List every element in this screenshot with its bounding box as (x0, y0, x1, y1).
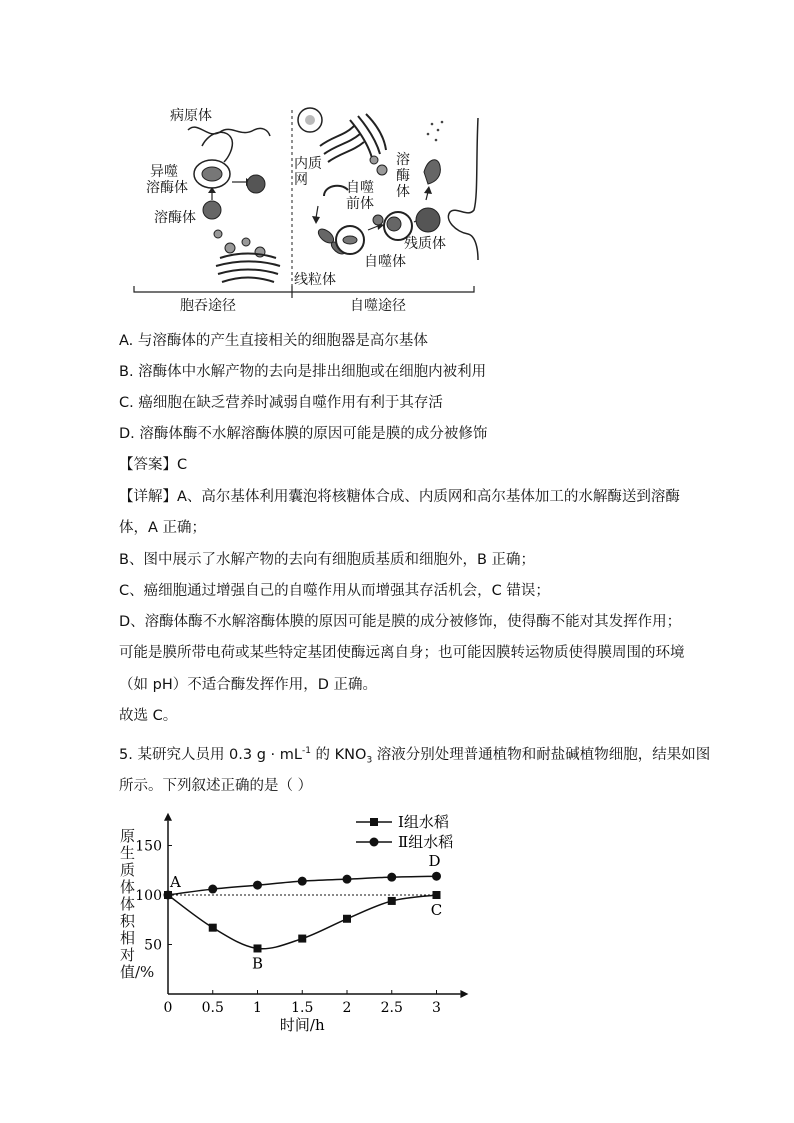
question5-line-1 (119, 741, 710, 771)
question5-line-2: 所示。下列叙述正确的是（ ） (119, 778, 313, 794)
y-tick-label: 150 (135, 838, 162, 855)
x-tick-label: 1.5 (291, 1000, 314, 1016)
lysosome-left-shape (203, 201, 221, 219)
explanation-line-4: C、癌细胞通过增强自己的自噬作用从而增强其存活机会，C 错误； (119, 583, 550, 599)
x-tick-label: 3 (432, 1000, 441, 1016)
point-label-B: B (251, 954, 264, 973)
label-lysosome-left: 溶酶体 (154, 210, 196, 226)
explanation-line-6: 可能是膜所带电荷或某些特定基团使酶远离自身；也可能因膜转运物质使得膜周围的环境 (119, 645, 685, 661)
legend-label-2: Ⅱ组水稻 (398, 833, 454, 851)
golgi-left (216, 254, 280, 283)
label-autophagy-pathway: 自噬途径 (350, 298, 406, 314)
x-tick-label: 2 (342, 1000, 352, 1016)
explanation-line-2: 体，A 正确； (119, 520, 207, 536)
label-er: 内质网 (294, 156, 322, 188)
cell-membrane-right (448, 118, 478, 260)
protoplast-volume-chart (112, 808, 472, 1034)
option-c: C. 癌细胞在缺乏营养时减弱自噬作用有利于其存活 (119, 395, 443, 411)
point-label-C: C (430, 901, 443, 919)
x-tick-label: 2.5 (380, 1000, 403, 1016)
option-d: D. 溶酶体酶不水解溶酶体膜的原因可能是膜的成分被修饰 (119, 426, 488, 442)
point-label-A: A (170, 873, 181, 891)
series-1-point (298, 935, 306, 943)
explanation-line-8: 故选 C。 (119, 708, 178, 724)
explanation-line-1: 【详解】A、高尔基体利用囊泡将核糖体合成、内质网和高尔基体加工的水解酶送到溶酶 (119, 489, 680, 505)
residual-body-left (247, 175, 265, 193)
chart-y-axis-label: 原生质体体积相对值/% (120, 827, 155, 981)
y-axis-arrow (164, 813, 172, 821)
y-tick-label: 50 (144, 937, 162, 954)
question5-text-a: 5. 某研究人员用 0.3 g · mL (119, 746, 302, 763)
phagophore-shape (324, 186, 348, 196)
series-2-point (164, 891, 173, 900)
lysosome-pathway-diagram (128, 100, 480, 322)
series-1-point (343, 915, 351, 923)
label-autophagic-precursor: 自噬前体 (346, 180, 374, 212)
series-2-point (208, 885, 217, 894)
legend-label-1: Ⅰ组水稻 (398, 813, 449, 831)
label-lysosome-right: 溶酶体 (396, 152, 410, 200)
explanation-line-3: B、图中展示了水解产物的去向有细胞质基质和细胞外，B 正确； (119, 552, 536, 568)
er-shape (320, 126, 364, 162)
exocytosis-vesicle (424, 160, 440, 184)
chart-svg (112, 808, 472, 1034)
question5-superscript: -1 (301, 746, 311, 756)
option-a: A. 与溶酶体的产生直接相关的细胞器是高尔基体 (119, 333, 428, 349)
x-tick-label: 1 (253, 1000, 262, 1016)
label-residual-body: 残质体 (404, 236, 446, 252)
label-endocytosis-pathway: 胞吞途径 (180, 298, 236, 314)
label-pathogen: 病原体 (170, 108, 212, 124)
question5-text-b: 的 KNO (310, 746, 367, 763)
x-axis-arrow (460, 990, 468, 998)
legend-marker-circle (370, 838, 379, 847)
question5-text-c: 溶液分别处理普通植物和耐盐碱植物细胞，结果如图 (372, 746, 711, 763)
series-2-point (298, 877, 307, 886)
option-b: B. 溶酶体中水解产物的去向是排出细胞或在细胞内被利用 (119, 364, 487, 380)
question5-subscript: 3 (366, 755, 373, 766)
point-label-D: D (428, 852, 441, 871)
series-1-point (254, 944, 262, 952)
label-autophagosome: 自噬体 (364, 254, 406, 270)
series-1-point (209, 924, 217, 932)
series-2-point (253, 881, 262, 890)
golgi-right (350, 114, 386, 158)
label-heterophagic-1: 异噬 (150, 164, 178, 180)
series-2-point (387, 873, 396, 882)
y-tick-label: 100 (135, 888, 162, 904)
series-2-point (432, 872, 441, 881)
label-heterophagic-2: 溶酶体 (146, 180, 188, 196)
chart-x-axis-label: 时间/h (279, 1016, 325, 1034)
series-2-point (343, 875, 352, 884)
answer: 【答案】C (119, 457, 188, 473)
x-tick-label: 0 (163, 1000, 173, 1016)
series-1-point (433, 891, 441, 899)
x-tick-label: 0.5 (201, 1000, 224, 1016)
residual-body-right (416, 208, 440, 232)
series-1-point (388, 897, 396, 905)
legend-marker-square (370, 818, 378, 826)
explanation-line-7: （如 pH）不适合酶发挥作用，D 正确。 (119, 677, 377, 693)
label-mitochondria: 线粒体 (294, 272, 336, 288)
explanation-line-5: D、溶酶体酶不水解溶酶体膜的原因可能是膜的成分被修饰，使得酶不能对其发挥作用； (119, 614, 682, 630)
